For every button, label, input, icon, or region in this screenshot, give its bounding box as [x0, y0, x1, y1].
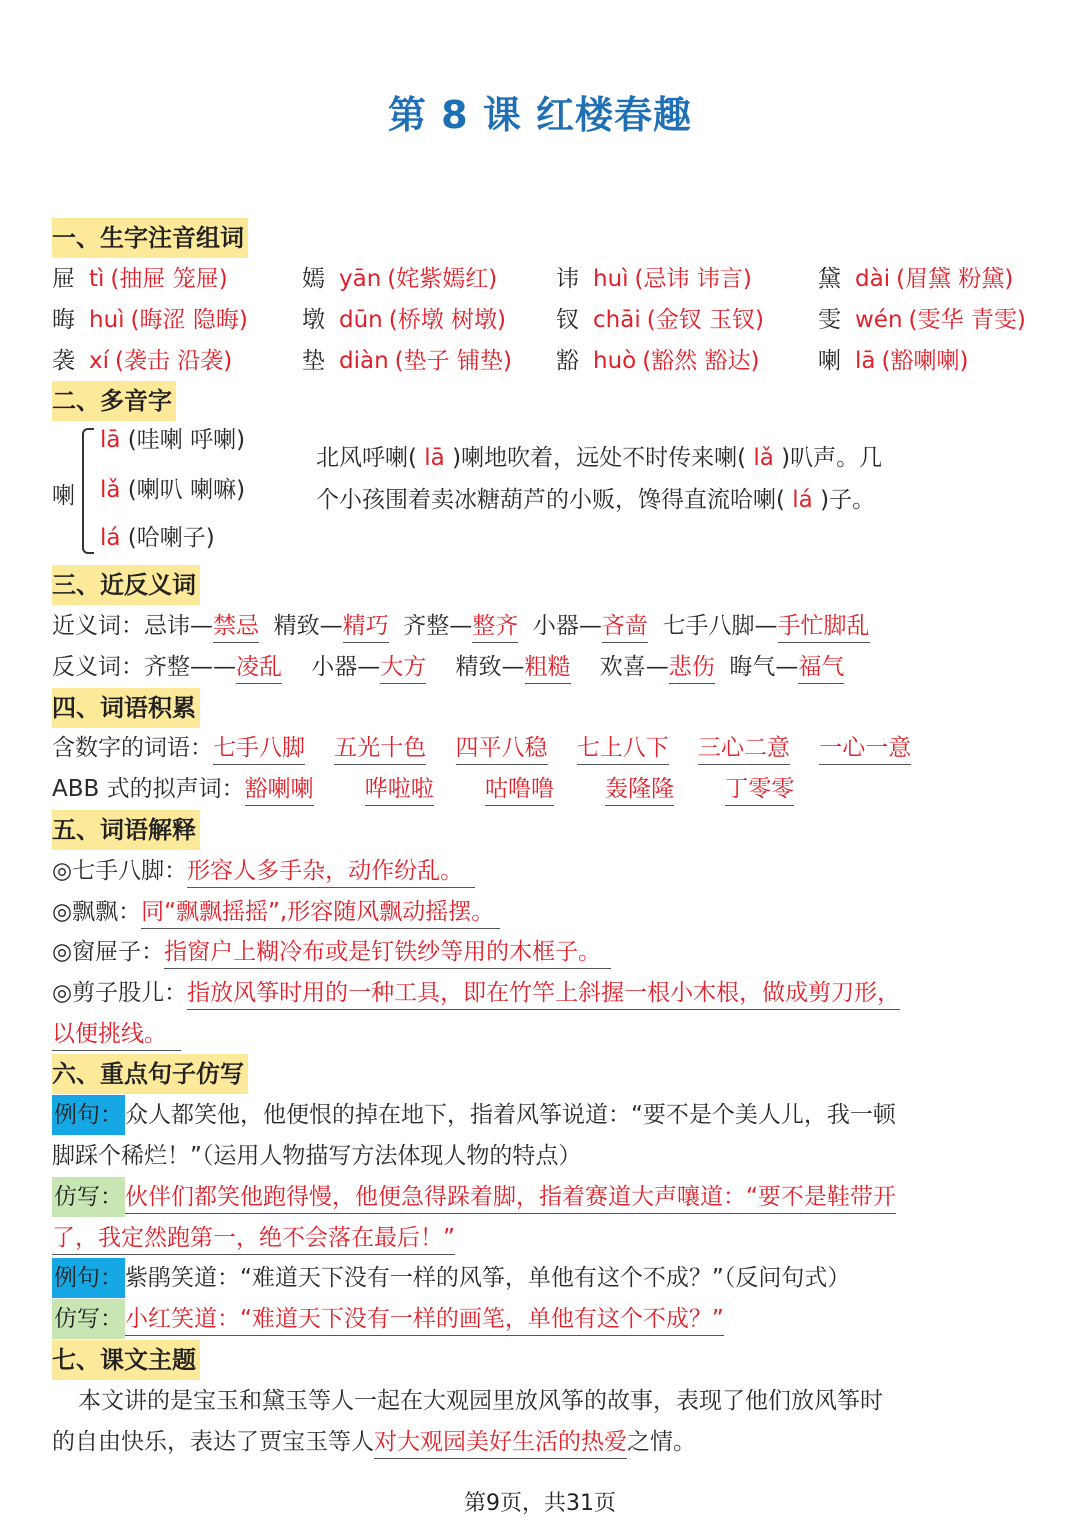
definition: 指窗户上糊冷布或是钉铁纱等用的木框子。	[164, 936, 611, 969]
word: 齐整——	[144, 654, 236, 680]
char: 雯	[818, 307, 841, 333]
text: 北风呼喇(	[316, 445, 417, 471]
char-entry	[818, 300, 1026, 340]
section-heading-5: 五、词语解释	[52, 810, 200, 850]
imitation-1-cont	[52, 1218, 455, 1258]
char: 钗	[556, 307, 579, 333]
theme-line-1	[78, 1381, 883, 1421]
answer: lǎ	[746, 445, 782, 471]
definition: 同“飘飘摇摇”,形容随风飘动摇摆。	[141, 896, 500, 929]
words: (雯华 青雯)	[908, 307, 1026, 333]
text: 个小孩围着卖冰糖葫芦的小贩，馋得直流哈喇(	[316, 487, 785, 513]
section-heading-4: 四、词语积累	[52, 688, 200, 728]
answer: lá	[784, 487, 821, 513]
pinyin: diàn	[339, 348, 389, 374]
word: 晦气—	[729, 654, 799, 680]
abb-words-label: ABB 式的拟声词：	[52, 776, 245, 802]
example-text: 紫鹃笑道：“难道天下没有一样的风筝，单他有这个不成？”（反问句式）	[125, 1265, 851, 1291]
answer: 禁忌	[213, 610, 259, 643]
term: ◎飘飘：	[52, 899, 142, 925]
answer: 哗啦啦	[365, 773, 434, 806]
section-heading-6: 六、重点句子仿写	[52, 1054, 248, 1094]
answer: 丁零零	[725, 773, 794, 806]
word: 精致—	[455, 654, 525, 680]
answer: 五光十色	[334, 732, 426, 765]
number-words-label: 含数字的词语：	[52, 735, 213, 761]
example-tag: 例句：	[52, 1258, 125, 1298]
word: 欢喜—	[599, 654, 669, 680]
polyphone-sentence-1	[316, 438, 882, 478]
words: (忌讳 讳言)	[634, 266, 752, 292]
char-entry	[556, 341, 760, 381]
page-number: 第9页，共31页	[464, 1491, 616, 1516]
answer: 凌乱	[236, 651, 282, 684]
pinyin: yān	[339, 266, 382, 292]
number-words-row	[52, 728, 911, 768]
answer: 咕噜噜	[485, 773, 554, 806]
char: 晦	[52, 307, 75, 333]
pinyin: tì	[89, 266, 105, 292]
reading-1	[100, 420, 245, 460]
section-heading-1: 一、生字注音组词	[52, 218, 248, 258]
reading-words: (哈喇子)	[127, 525, 215, 551]
example-text: 脚踩个稀烂！”（运用人物描写方法体现人物的特点）	[52, 1143, 582, 1169]
pinyin: huì	[593, 266, 629, 292]
answer: 吝啬	[602, 610, 648, 643]
char-entry	[556, 259, 752, 299]
words: (眉黛 粉黛)	[896, 266, 1014, 292]
synonym-row	[52, 606, 870, 646]
imitation-1	[52, 1177, 896, 1217]
words: (豁喇喇)	[881, 348, 969, 374]
definition-4	[52, 973, 900, 1013]
pinyin: dài	[855, 266, 891, 292]
pinyin: lā	[855, 348, 876, 374]
answer: 七手八脚	[213, 732, 305, 765]
definition-3	[52, 932, 611, 972]
answer: 三心二意	[698, 732, 790, 765]
definition-4-cont	[52, 1014, 181, 1054]
char: 屉	[52, 266, 75, 292]
answer: 福气	[798, 651, 844, 684]
word: 忌讳—	[144, 613, 213, 639]
page-title: 第 8 课 红楼春趣	[387, 93, 693, 137]
antonym-label: 反义词：	[52, 654, 144, 680]
reading-words: (哇喇 呼喇)	[127, 427, 246, 453]
word: 七手八脚—	[662, 613, 778, 639]
answer: 一心一意	[819, 732, 911, 765]
char: 垫	[302, 348, 325, 374]
word: 精致—	[273, 613, 343, 639]
words: (晦涩 隐晦)	[130, 307, 248, 333]
synonym-label: 近义词：	[52, 613, 144, 639]
char-entry	[302, 259, 497, 299]
imitation-tag: 仿写：	[52, 1177, 125, 1217]
section-heading-7: 七、课文主题	[52, 1340, 200, 1380]
theme-text: 之情。	[627, 1429, 696, 1455]
pinyin: xí	[89, 348, 110, 374]
definition-2	[52, 892, 500, 932]
term: ◎七手八脚：	[52, 858, 188, 884]
theme-line-2	[52, 1422, 696, 1462]
text: )叭声。几	[781, 445, 883, 471]
char-entry	[302, 300, 506, 340]
answer: lā	[416, 445, 453, 471]
section-heading-2: 二、多音字	[52, 381, 176, 421]
words: (金钗 玉钗)	[646, 307, 764, 333]
imitation-text: 伙伴们都笑他跑得慢，他便急得跺着脚，指着赛道大声嚷道：“要不是鞋带开	[125, 1181, 896, 1214]
char-entry	[52, 259, 228, 299]
reading-2	[100, 470, 245, 510]
antonym-row	[52, 647, 844, 687]
example-1	[52, 1095, 896, 1135]
polyphone-sentence-2	[316, 480, 875, 520]
char-entry	[556, 300, 764, 340]
answer: 悲伤	[669, 651, 715, 684]
answer: 手忙脚乱	[778, 610, 870, 643]
reading-pinyin: lā	[100, 427, 121, 453]
example-text: 众人都笑他，他便恨的掉在地下，指着风筝说道：“要不是个美人儿，我一顿	[125, 1102, 896, 1128]
theme-highlight: 对大观园美好生活的热爱	[374, 1426, 627, 1459]
pinyin: huì	[89, 307, 125, 333]
char: 豁	[556, 348, 579, 374]
text: )喇地吹着，远处不时传来喇(	[452, 445, 747, 471]
example-2	[52, 1258, 850, 1298]
words: (抽屉 笼屉)	[110, 266, 228, 292]
abb-words-row	[52, 769, 794, 809]
reading-pinyin: lá	[100, 525, 121, 551]
words: (豁然 豁达)	[642, 348, 760, 374]
word: 小器—	[532, 613, 602, 639]
pinyin: dūn	[339, 307, 383, 333]
pinyin: chāi	[593, 307, 641, 333]
answer: 大方	[380, 651, 426, 684]
char: 黛	[818, 266, 841, 292]
pinyin: huò	[593, 348, 637, 374]
char-entry	[52, 300, 248, 340]
answer: 七上八下	[577, 732, 669, 765]
pinyin: wén	[855, 307, 903, 333]
answer: 轰隆隆	[605, 773, 674, 806]
imitation-2	[52, 1299, 724, 1339]
reading-3	[100, 518, 215, 558]
text: )子。	[820, 487, 876, 513]
words: (姹紫嫣红)	[387, 266, 498, 292]
word: 小器—	[311, 654, 381, 680]
imitation-text: 小红笑道：“难道天下没有一样的画笔，单他有这个不成？”	[125, 1303, 724, 1336]
definition: 形容人多手杂，动作纷乱。	[187, 855, 475, 888]
char: 嫣	[302, 266, 325, 292]
char: 墩	[302, 307, 325, 333]
char-entry	[818, 259, 1013, 299]
section-heading-3: 三、近反义词	[52, 565, 200, 605]
imitation-text: 了，我定然跑第一，绝不会落在最后！”	[52, 1222, 455, 1255]
theme-text: 本文讲的是宝玉和黛玉等人一起在大观园里放风筝的故事，表现了他们放风筝时	[78, 1388, 883, 1414]
char: 袭	[52, 348, 75, 374]
reading-pinyin: lǎ	[100, 477, 121, 503]
term: ◎窗屉子：	[52, 939, 165, 965]
example-1-cont	[52, 1136, 581, 1176]
words: (桥墩 树墩)	[388, 307, 507, 333]
char-entry	[302, 341, 512, 381]
words: (袭击 沿袭)	[115, 348, 233, 374]
definition: 以便挑线。	[52, 1018, 181, 1051]
answer: 精巧	[343, 610, 389, 643]
char-entry	[818, 341, 968, 381]
reading-words: (喇叭 喇嘛)	[127, 477, 246, 503]
words: (垫子 铺垫)	[394, 348, 512, 374]
definition-1	[52, 851, 475, 891]
word: 齐整—	[403, 613, 473, 639]
example-tag: 例句：	[52, 1095, 125, 1135]
polyphone-char: 喇	[52, 483, 75, 509]
answer: 豁喇喇	[245, 773, 314, 806]
char-entry	[52, 341, 232, 381]
answer: 四平八稳	[456, 732, 548, 765]
brace	[82, 428, 94, 554]
answer: 粗糙	[525, 651, 571, 684]
char: 讳	[556, 266, 579, 292]
imitation-tag: 仿写：	[52, 1299, 125, 1339]
definition: 指放风筝时用的一种工具，即在竹竿上斜握一根小木根，做成剪刀形，	[187, 977, 900, 1010]
answer: 整齐	[472, 610, 518, 643]
theme-text: 的自由快乐，表达了贾宝玉等人	[52, 1429, 374, 1455]
char: 喇	[818, 348, 841, 374]
term: ◎剪子股儿：	[52, 980, 188, 1006]
